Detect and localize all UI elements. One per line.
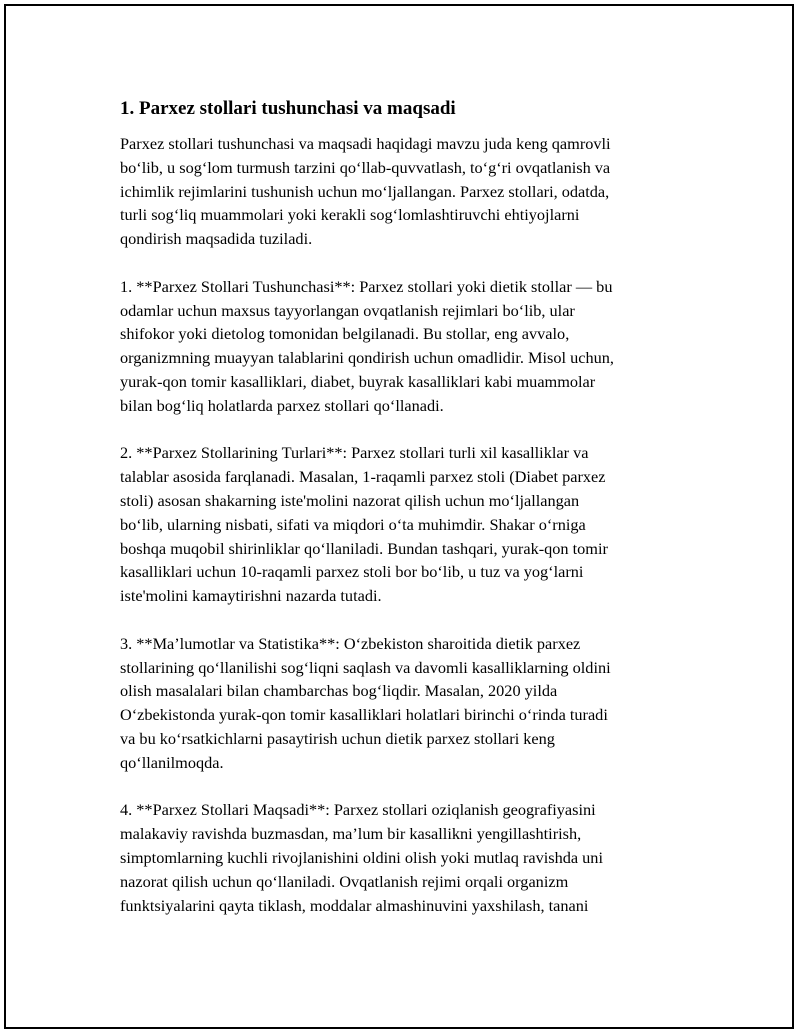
text-line: qondirish maqsadida tuziladi.: [120, 229, 313, 249]
statistics-paragraph: [120, 632, 680, 775]
purpose-paragraph: [120, 798, 680, 917]
text-line: 2. **Parxez Stollarining Turlari**: Parxez stollari turli xil kasalliklar va: [120, 443, 589, 463]
intro-paragraph: [120, 132, 680, 251]
text-line: funktsiyalarini qayta tiklash, moddalar almashinuvini yaxshilash, tanani: [120, 895, 589, 915]
text-line: ichimlik rejimlarini tushunish uchun mo‘ljallangan. Parxez stollari, odatda,: [120, 181, 610, 201]
text-line: organizmning muayyan talablarini qondirish uchun omadlidir. Misol uchun,: [120, 348, 614, 368]
text-line: odamlar uchun maxsus tayyorlangan ovqatlanish rejimlari bo‘lib, ular: [120, 300, 575, 320]
text-line: yurak-qon tomir kasalliklari, diabet, buyrak kasalliklari kabi muammolar: [120, 371, 596, 391]
text-line: O‘zbekistonda yurak-qon tomir kasalliklari holatlari birinchi o‘rinda turadi: [120, 705, 608, 725]
types-paragraph: [120, 441, 680, 608]
document-body: [120, 96, 680, 941]
text-line: simptomlarning kuchli rivojlanishini oldini olish yoki mutlaq ravishda uni: [120, 847, 603, 867]
text-line: kasalliklari uchun 10-raqamli parxez stoli bor bo‘lib, u tuz va yog‘larni: [120, 562, 584, 582]
text-line: iste'molini kamaytirishni nazarda tutadi.: [120, 586, 382, 606]
text-line: qo‘llanilmoqda.: [120, 752, 224, 772]
text-line: olish masalalari bilan chambarchas bog‘liqdir. Masalan, 2020 yilda: [120, 681, 558, 701]
document-page: [4, 4, 794, 1029]
text-line: bo‘lib, u sog‘lom turmush tarzini qo‘llab-quvvatlash, to‘g‘ri ovqatlanish va: [120, 157, 611, 177]
text-line: talablar asosida farqlanadi. Masalan, 1-raqamli parxez stoli (Diabet parxez: [120, 467, 606, 487]
section-heading: 1. Parxez stollari tushunchasi va maqsadi: [120, 98, 456, 119]
text-line: va bu ko‘rsatkichlarni pasaytirish uchun dietik parxez stollari keng: [120, 728, 555, 748]
text-line: 4. **Parxez Stollari Maqsadi**: Parxez stollari oziqlanish geografiyasini: [120, 800, 596, 820]
text-line: bilan bog‘liq holatlarda parxez stollari qo‘llanadi.: [120, 395, 444, 415]
concept-paragraph: [120, 275, 680, 418]
text-line: 1. **Parxez Stollari Tushunchasi**: Parxez stollari yoki dietik stollar — bu: [120, 276, 613, 296]
text-line: turli sog‘liq muammolari yoki kerakli sog‘lomlashtiruvchi ehtiyojlarni: [120, 205, 580, 225]
text-line: 3. **Ma’lumotlar va Statistika**: O‘zbekiston sharoitida dietik parxez: [120, 633, 581, 653]
text-line: bo‘lib, ularning nisbati, sifati va miqdori o‘ta muhimdir. Shakar o‘rniga: [120, 514, 586, 534]
text-line: malakaviy ravishda buzmasdan, ma’lum bir kasallikni yengillashtirish,: [120, 824, 582, 844]
text-line: stollarining qo‘llanilishi sog‘liqni saqlash va davomli kasalliklarning oldini: [120, 657, 611, 677]
text-line: Parxez stollari tushunchasi va maqsadi haqidagi mavzu juda keng qamrovli: [120, 134, 611, 153]
text-line: boshqa muqobil shirinliklar qo‘llaniladi. Bundan tashqari, yurak-qon tomir: [120, 538, 608, 558]
text-line: stoli) asosan shakarning iste'molini nazorat qilish uchun mo‘ljallangan: [120, 490, 580, 510]
text-line: nazorat qilish uchun qo‘llaniladi. Ovqatlanish rejimi orqali organizm: [120, 871, 569, 891]
text-line: shifokor yoki dietolog tomonidan belgilanadi. Bu stollar, eng avvalo,: [120, 324, 570, 344]
